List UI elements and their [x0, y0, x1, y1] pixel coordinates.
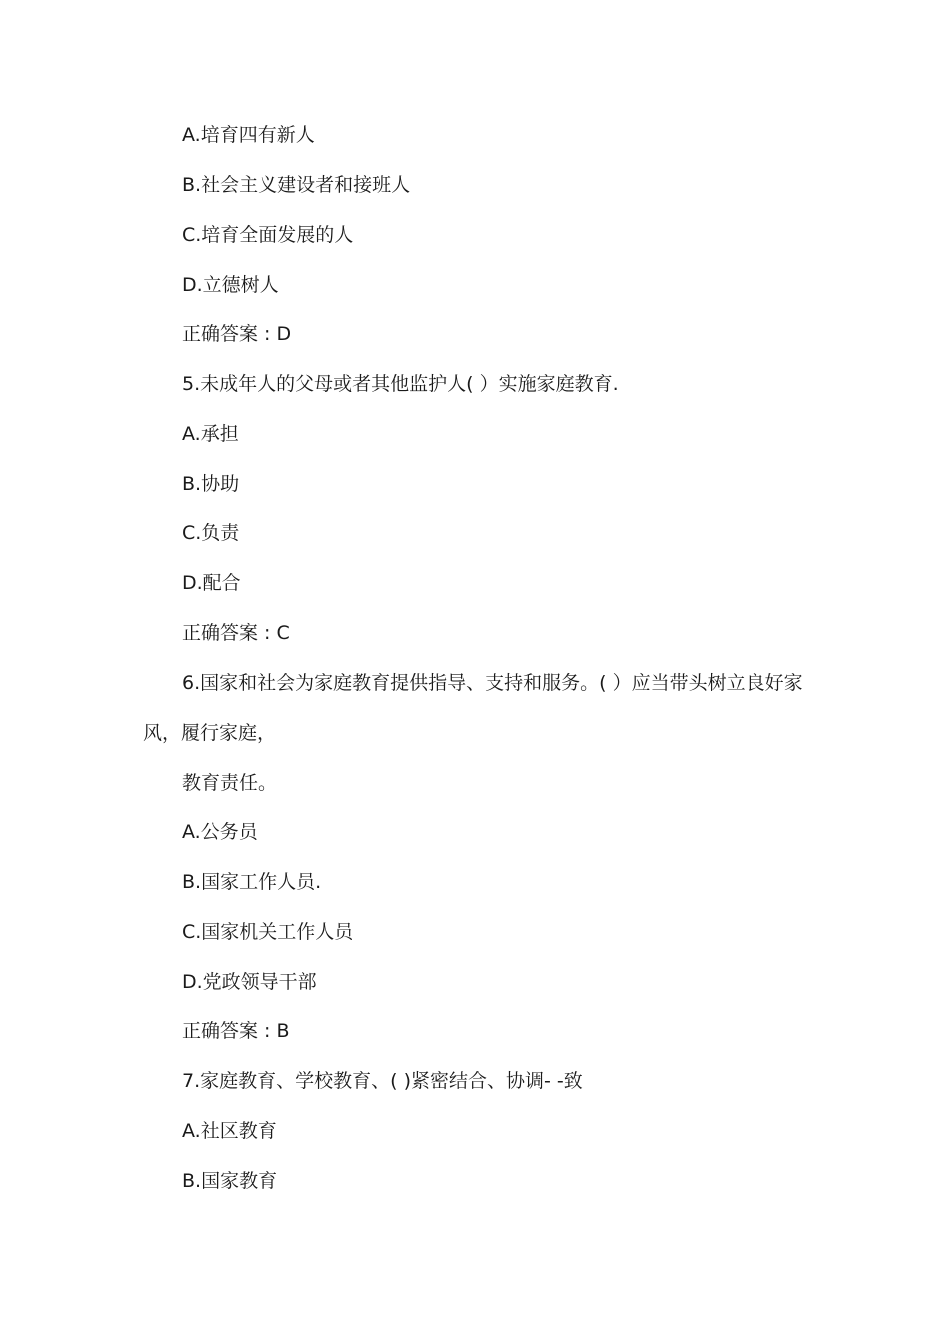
option-d-q4: D.立德树人 [182, 274, 279, 296]
option-a-q5: A.承担 [182, 423, 239, 445]
option-c-q4: C.培育全面发展的人 [182, 224, 354, 246]
option-c-q6: C.国家机关工作人员 [182, 921, 354, 943]
question-6-line-1: 6.国家和社会为家庭教育提供指导、支持和服务。( ）应当带头树立良好家 [182, 672, 803, 694]
option-d-q6: D.党政领导干部 [182, 971, 317, 993]
answer-q4: 正确答案 : D [182, 323, 292, 345]
option-b-q7: B.国家教育 [182, 1170, 278, 1192]
option-a-q6: A.公务员 [182, 821, 258, 843]
answer-q5: 正确答案 : C [182, 622, 290, 644]
option-b-q5: B.协助 [182, 473, 240, 495]
question-6-line-2: 风，履行家庭， [143, 722, 277, 744]
answer-q6: 正确答案 : B [182, 1020, 290, 1042]
option-d-q5: D.配合 [182, 572, 241, 594]
option-a-q4: A.培育四有新人 [182, 124, 315, 146]
option-c-q5: C.负责 [182, 522, 240, 544]
question-5: 5.未成年人的父母或者其他监护人( ）实施家庭教育. [182, 373, 619, 395]
question-7: 7.家庭教育、学校教育、( )紧密结合、协调- -致 [182, 1070, 583, 1092]
option-b-q4: B.社会主义建设者和接班人 [182, 174, 411, 196]
option-a-q7: A.社区教育 [182, 1120, 277, 1142]
option-b-q6: B.国家工作人员. [182, 871, 322, 893]
question-6-line-3: 教育责任。 [182, 772, 278, 794]
